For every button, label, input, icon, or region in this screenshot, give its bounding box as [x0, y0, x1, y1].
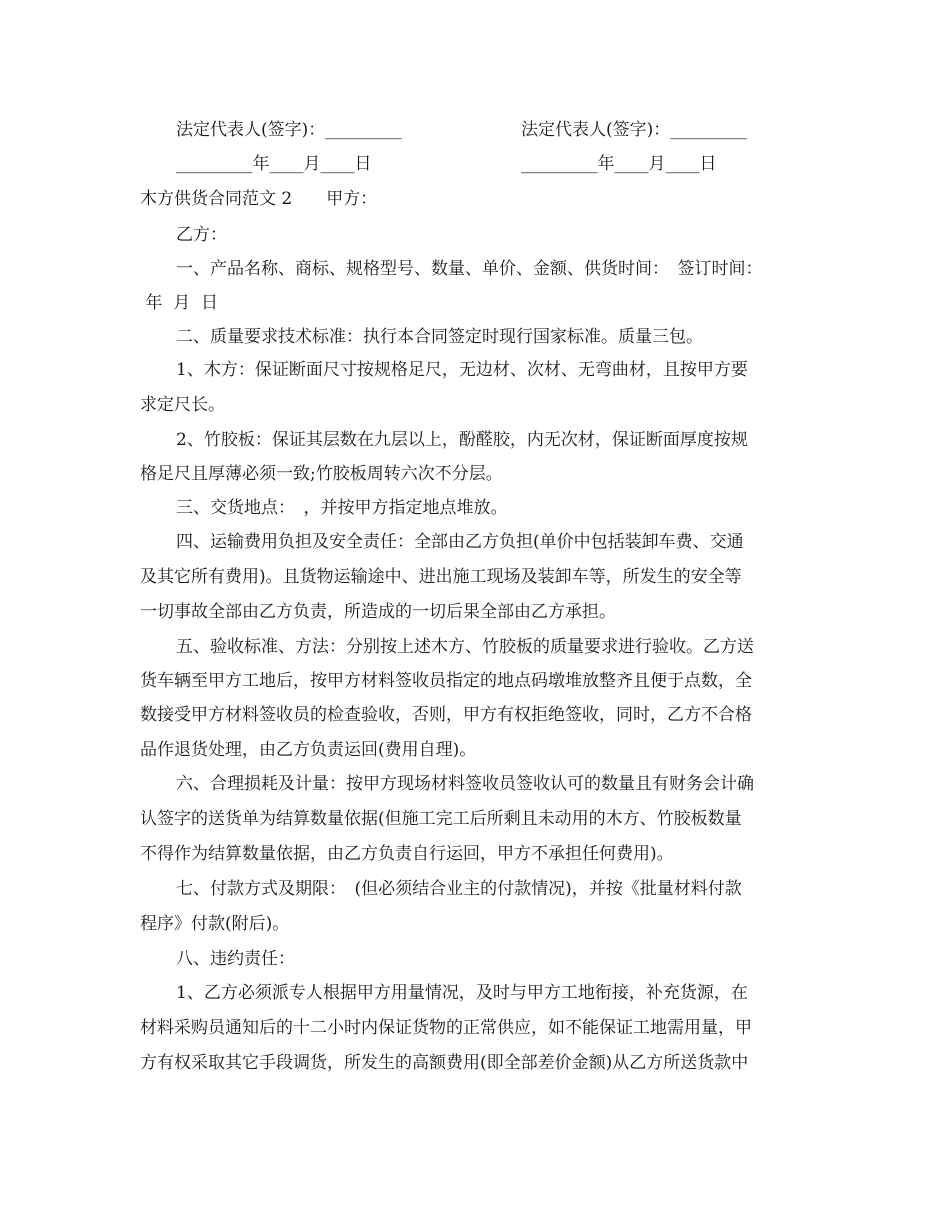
text-line: 七、付款方式及期限： (但必须结合业主的付款情况)，并按《批量材料付款 — [176, 879, 742, 899]
text-line: 2、竹胶板：保证其层数在九层以上，酚醛胶，内无次材，保证断面厚度按规 — [176, 430, 748, 450]
text-line: 年 月 日 — [140, 293, 219, 313]
signature-date-right: _________年____月____日 — [521, 154, 717, 174]
text-line: 三、交货地点： ，并按甲方指定地点堆放。 — [176, 498, 508, 518]
text-line: 乙方： — [176, 225, 227, 245]
legal-rep-signature-left: 法定代表人(签字)：_________ — [176, 120, 402, 140]
text-line: 一、产品名称、商标、规格型号、数量、单价、金额、供货时间： 签订时间： — [176, 259, 763, 279]
text-line: 及其它所有费用)。且货物运输途中、进出施工现场及装卸车等，所发生的安全等 — [140, 567, 742, 587]
legal-rep-signature-right: 法定代表人(签字)：_________ — [521, 120, 747, 140]
text-line: 八、违约责任： — [176, 949, 295, 969]
text-line: 货车辆至甲方工地后，按甲方材料签收员指定的地点码墩堆放整齐且便于点数，全 — [140, 671, 752, 691]
text-line: 不得作为结算数量依据，由乙方负责自行运回，甲方不承担任何费用)。 — [140, 844, 674, 864]
contract-title-line: 木方供货合同范文 2 甲方： — [140, 189, 378, 209]
text-line: 一切事故全部由乙方负责，所造成的一切后果全部由乙方承担。 — [140, 602, 616, 622]
text-line: 六、合理损耗及计量：按甲方现场材料签收员签收认可的数量且有财务会计确 — [176, 774, 754, 794]
text-line: 方有权采取其它手段调货，所发生的高额费用(即全部差价金额)从乙方所送货款中 — [140, 1053, 749, 1073]
text-line: 数接受甲方材料签收员的检查验收，否则，甲方有权拒绝签收，同时，乙方不合格 — [140, 705, 752, 725]
text-line: 认签字的送货单为结算数量依据(但施工完工后所剩且未动用的木方、竹胶板数量 — [140, 809, 742, 829]
text-line: 品作退货处理，由乙方负责运回(费用自理)。 — [140, 740, 477, 760]
text-line: 格足尺且厚薄必须一致;竹胶板周转六次不分层。 — [140, 464, 503, 484]
text-line: 1、木方：保证断面尺寸按规格足尺，无边材、次材、无弯曲材，且按甲方要 — [176, 360, 748, 380]
text-line: 材料采购员通知后的十二小时内保证货物的正常供应，如不能保证工地需用量，甲 — [140, 1018, 752, 1038]
text-line: 求定尺长。 — [140, 395, 225, 415]
signature-date-left: _________年____月____日 — [176, 154, 372, 174]
text-line: 二、质量要求技术标准：执行本合同签定时现行国家标准。质量三包。 — [176, 327, 703, 347]
text-line: 1、乙方必须派专人根据甲方用量情况，及时与甲方工地衔接，补充货源，在 — [176, 983, 748, 1003]
text-line: 四、运输费用负担及安全责任：全部由乙方负担(单价中包括装卸车费、交通 — [176, 532, 744, 552]
text-line: 五、验收标准、方法：分别按上述木方、竹胶板的质量要求进行验收。乙方送 — [176, 637, 754, 657]
text-line: 程序》付款(附后)。 — [140, 914, 290, 934]
